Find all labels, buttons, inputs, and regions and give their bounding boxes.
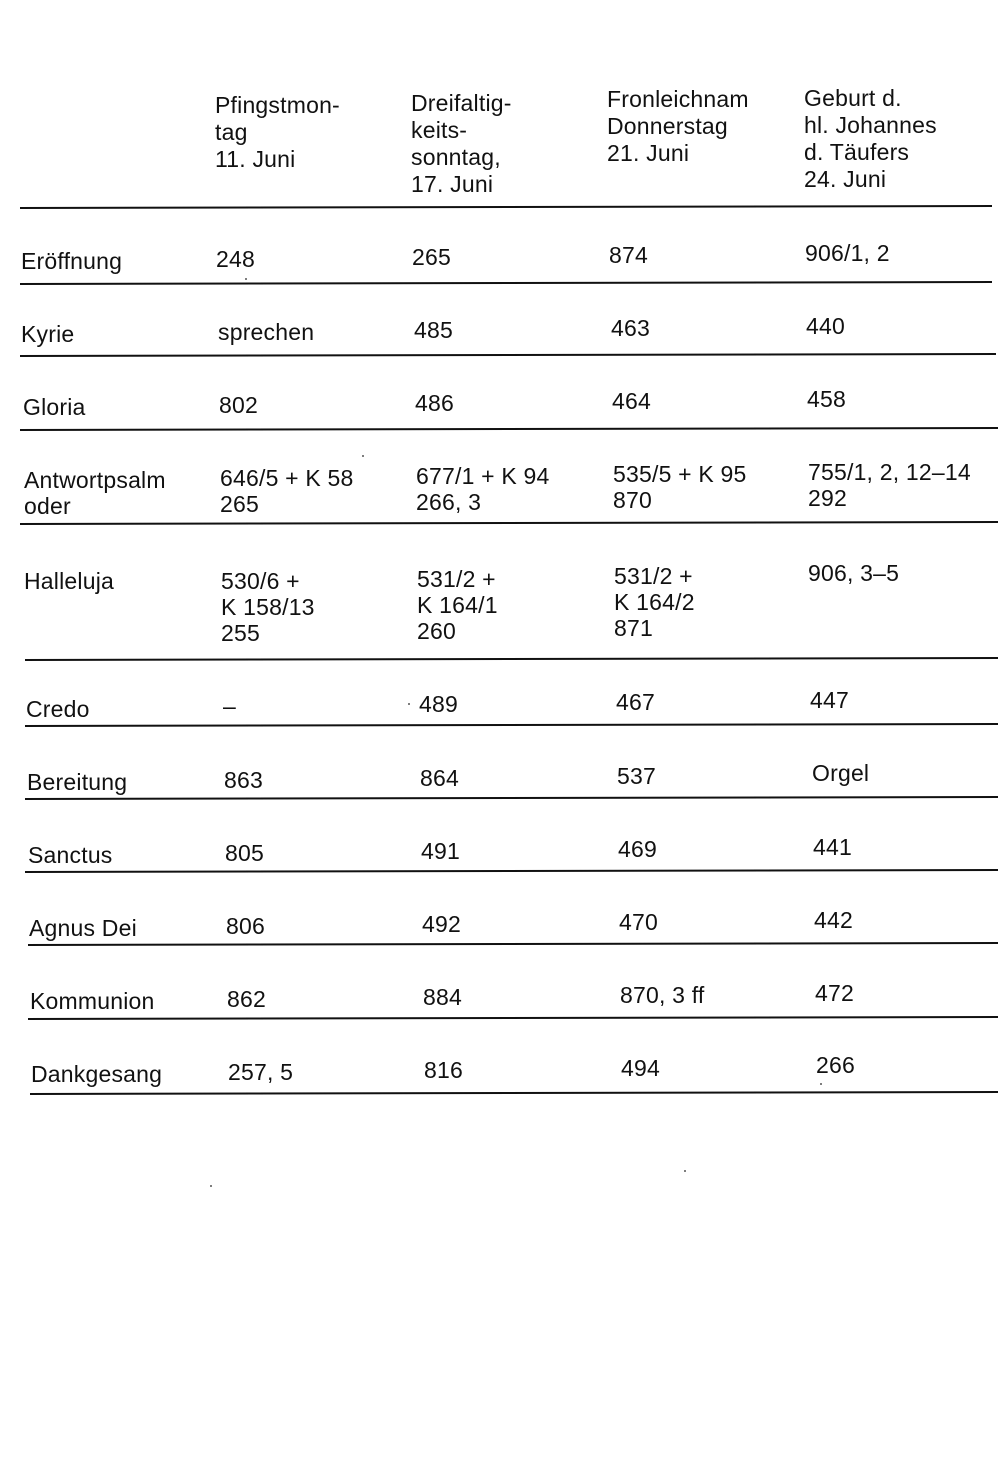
table-cell: 248: [216, 246, 255, 272]
table-cell: 442: [814, 907, 853, 933]
table-cell: 464: [612, 388, 651, 414]
table-rule: [20, 521, 998, 525]
row-label-halleluja: Halleluja: [24, 568, 115, 594]
row-label-sanctus: Sanctus: [28, 842, 113, 868]
table-rule: [25, 869, 998, 873]
table-cell: 870, 3 ff: [620, 982, 705, 1008]
table-rule: [28, 942, 998, 946]
scan-speck: [820, 1083, 822, 1085]
table-cell: 257, 5: [228, 1059, 294, 1085]
table-rule: [28, 1016, 998, 1020]
table-rule: [25, 657, 998, 661]
table-cell: –: [223, 693, 236, 719]
row-label-eroeffnung: Eröffnung: [21, 248, 123, 274]
table-cell: 863: [224, 767, 263, 793]
table-cell: 816: [424, 1057, 463, 1083]
table-cell: 491: [421, 838, 460, 864]
table-cell: 677/1 + K 94 266, 3: [416, 463, 550, 515]
table-rule: [25, 796, 998, 800]
row-label-antwortpsalm: Antwortpsalm oder: [24, 467, 166, 519]
row-label-kommunion: Kommunion: [30, 988, 155, 1014]
table-cell: sprechen: [218, 319, 315, 345]
table-cell: 472: [815, 980, 854, 1006]
scan-speck: [362, 455, 364, 457]
table-cell: 531/2 + K 164/2 871: [614, 563, 695, 641]
table-cell: 458: [807, 386, 846, 412]
table-rule: [25, 723, 998, 727]
table-cell: 755/1, 2, 12–14 292: [808, 459, 971, 511]
row-label-gloria: Gloria: [23, 394, 86, 420]
table-cell: 906, 3–5: [808, 560, 900, 586]
table-cell: 486: [415, 390, 454, 416]
table-rule: [30, 1091, 998, 1095]
table-cell: 489: [419, 691, 458, 717]
row-label-agnus-dei: Agnus Dei: [29, 915, 137, 941]
table-cell: 530/6 + K 158/13 255: [221, 568, 315, 646]
table-cell: 441: [813, 834, 852, 860]
scan-speck: [245, 278, 247, 280]
table-rule: [20, 205, 992, 209]
table-cell: 492: [422, 911, 461, 937]
table-cell: 805: [225, 840, 264, 866]
table-cell: 802: [219, 392, 258, 418]
table-cell: 463: [611, 315, 650, 341]
row-label-credo: Credo: [26, 696, 90, 722]
table-cell: 440: [806, 313, 845, 339]
table-cell: 537: [617, 763, 656, 789]
table-cell: 470: [619, 909, 658, 935]
column-header-geburt-johannes: Geburt d. hl. Johannes d. Täufers 24. Juni: [804, 85, 937, 192]
table-cell: 535/5 + K 95 870: [613, 461, 747, 513]
column-header-fronleichnam: Fronleichnam Donnerstag 21. Juni: [607, 86, 749, 166]
table-cell: 265: [412, 244, 451, 270]
table-cell: 531/2 + K 164/1 260: [417, 566, 498, 644]
row-label-bereitung: Bereitung: [27, 769, 128, 795]
table-rule: [20, 353, 996, 357]
table-cell: Orgel: [812, 760, 870, 786]
table-cell: 862: [227, 986, 266, 1012]
table-cell: 266: [816, 1052, 855, 1078]
table-cell: 485: [414, 317, 453, 343]
scan-speck: [210, 1185, 212, 1187]
table-cell: 467: [616, 689, 655, 715]
column-header-pfingstmontag: Pfingstmon- tag 11. Juni: [215, 92, 340, 172]
table-cell: 494: [621, 1055, 660, 1081]
table-cell: 864: [420, 765, 459, 791]
table-rule: [20, 427, 998, 431]
row-label-kyrie: Kyrie: [21, 321, 75, 347]
column-header-dreifaltigkeitssonntag: Dreifaltig- keits- sonntag, 17. Juni: [411, 90, 512, 197]
scan-speck: [684, 1170, 686, 1172]
table-cell: 646/5 + K 58 265: [220, 465, 354, 517]
table-cell: 874: [609, 242, 648, 268]
table-cell: 469: [618, 836, 657, 862]
table-rule: [20, 281, 992, 285]
table-cell: 447: [810, 687, 849, 713]
row-label-dankgesang: Dankgesang: [31, 1061, 163, 1087]
scan-speck: [408, 703, 410, 705]
table-cell: 906/1, 2: [805, 240, 890, 266]
table-cell: 806: [226, 913, 265, 939]
table-cell: 884: [423, 984, 462, 1010]
